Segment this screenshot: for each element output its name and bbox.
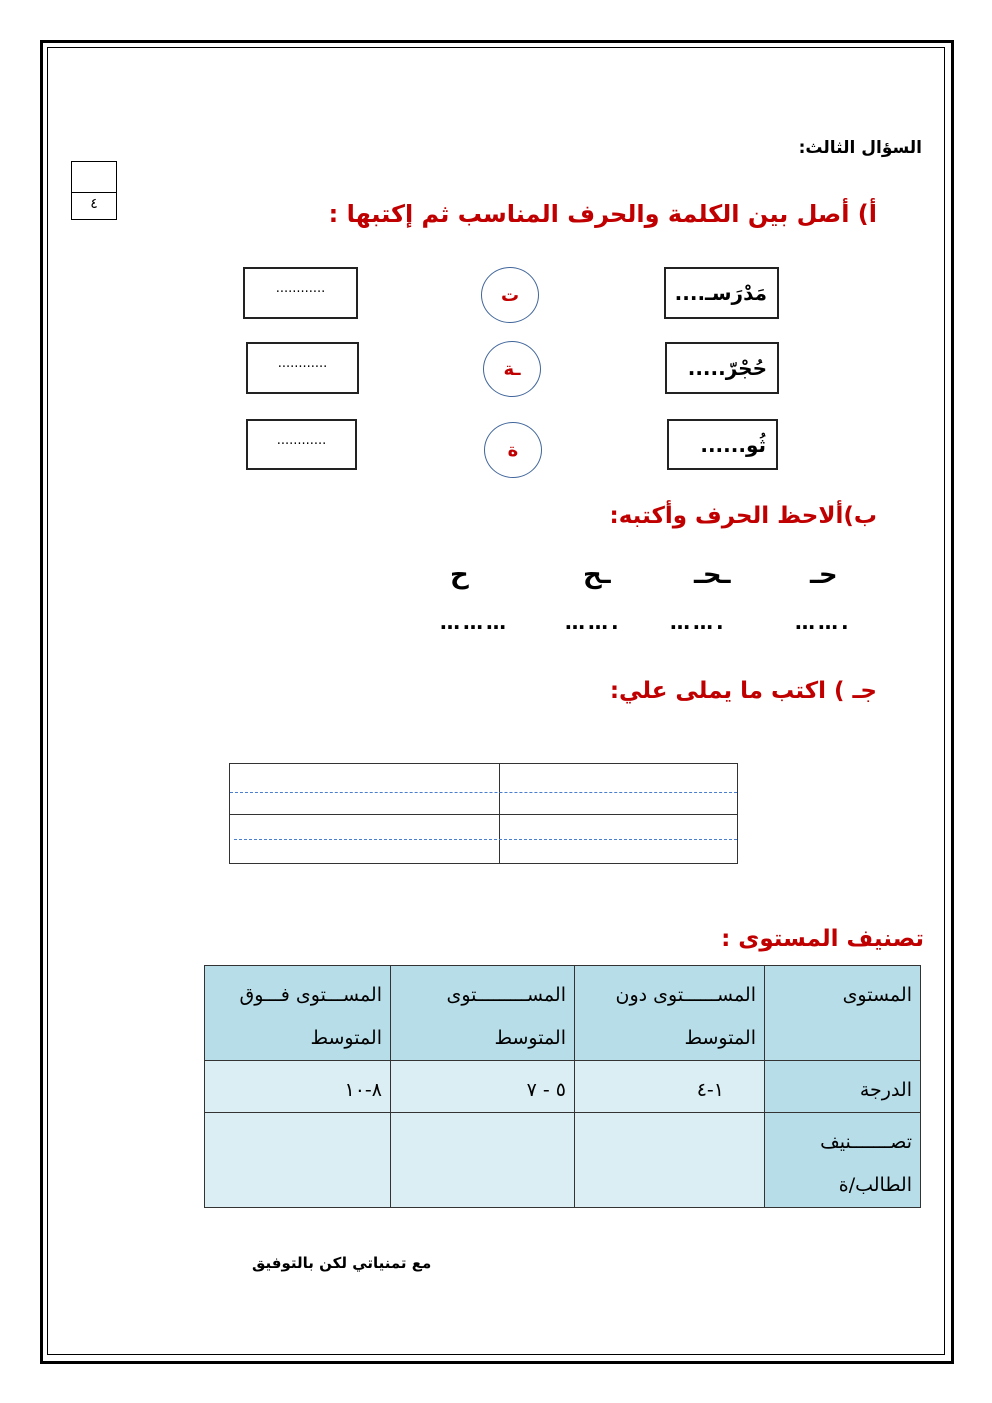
letter-form: ح <box>450 560 469 590</box>
table-cell: المســــــتوى دون المتوسط <box>575 966 765 1061</box>
table-row <box>205 966 921 1061</box>
table-cell: ١-٤ <box>575 1061 765 1113</box>
classification-table <box>204 965 921 1208</box>
table-row <box>205 1113 921 1208</box>
answer-box[interactable]: ............ <box>243 267 358 319</box>
table-cell: المســـــــــتوى المتوسط <box>391 966 575 1061</box>
part-c-title: جـ ) اكتب ما يملى علي: <box>609 678 877 704</box>
table-cell: المستوى <box>765 966 921 1061</box>
question-title: السؤال الثالث: <box>798 138 922 158</box>
score-max: ٤ <box>90 196 98 212</box>
letter-blank[interactable]: ……… <box>440 610 509 634</box>
letter-form: حـ <box>810 560 838 590</box>
table-cell: ٥ - ٧ <box>391 1061 575 1113</box>
table-cell[interactable] <box>575 1113 765 1208</box>
score-box <box>71 161 117 220</box>
letter-circle: ـة <box>483 341 541 397</box>
table-cell: الدرجة <box>765 1061 921 1113</box>
table-row <box>205 1061 921 1113</box>
table-cell[interactable] <box>391 1113 575 1208</box>
letter-blank[interactable]: ……. <box>565 610 622 634</box>
answer-box[interactable]: ............ <box>246 342 359 394</box>
footer-note: مع تمنياتي لكن بالتوفيق <box>252 1254 432 1272</box>
part-b-title: ب)ألاحظ الحرف وأكتبه: <box>609 503 877 529</box>
table-cell: تصـــــــنيف الطالب/ة <box>765 1113 921 1208</box>
table-cell[interactable] <box>205 1113 391 1208</box>
answer-box[interactable]: ............ <box>246 419 357 470</box>
letter-form: ـح <box>583 560 611 590</box>
table-cell: ٨-١٠ <box>205 1061 391 1113</box>
letter-blank[interactable]: ……. <box>670 610 727 634</box>
table-cell: المســـتوى فـــوق المتوسط <box>205 966 391 1061</box>
letter-form: ـحـ <box>694 560 731 590</box>
classification-title: تصنيف المستوى : <box>721 926 924 952</box>
letter-circle: ت <box>481 267 539 323</box>
dictation-grid[interactable] <box>229 763 738 864</box>
word-box: مَدْرَسـ.... <box>664 267 779 319</box>
word-box: حُجْرّ..... <box>665 342 779 394</box>
letter-circle: ة <box>484 422 542 478</box>
letter-blank[interactable]: ……. <box>795 610 852 634</box>
word-box: ثُو...... <box>667 419 778 470</box>
part-a-title: أ) أصل بين الكلمة والحرف المناسب ثم إكتبها : <box>328 200 877 228</box>
